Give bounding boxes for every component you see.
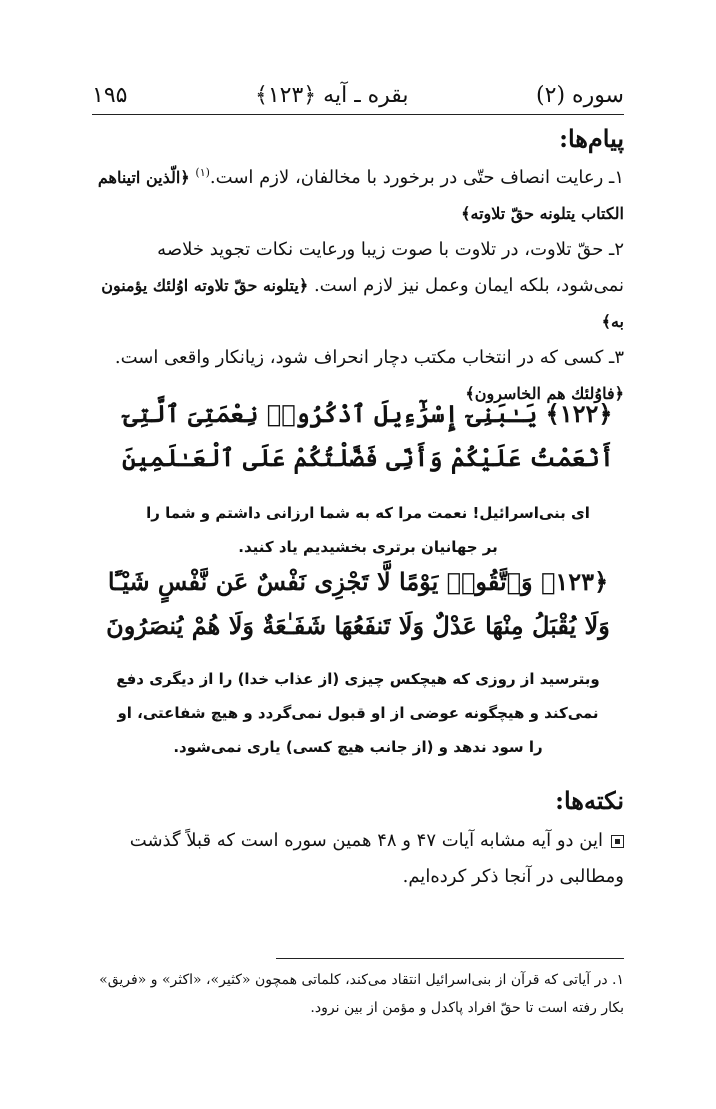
chapter-verse-label: بقره ـ آیه ﴿۱۲۳﴾ [254, 82, 409, 108]
footnote-divider [276, 958, 624, 959]
message-item-2: ۲ـ حقّ تلاوت، در تلاوت با صوت زیبا ورعایت نکات تجوید خلاصه نمی‌شود، بلکه ایمان وعمل نیز لازم است. ﴿یتلونه حقّ تلاوته اوُلئك یؤمنون به﴾ [101, 239, 624, 331]
message-item-3: ۳ـ کسی که در انتخاب مکتب دچار انحراف شود، زیانکار واقعی است. ﴿فاوُلئك هم الخاسرون﴾ [114, 347, 624, 403]
header-divider [92, 114, 624, 115]
footnote-text: ۱. در آیاتی که قرآن از بنی‌اسرائیل انتقاد می‌کند، کلماتی همچون «کثیر»، «اکثر» و «فریق» بکار رفته است تا حقّ افراد پاکدل و مؤمن از بین نرود. [99, 972, 624, 1016]
verse-122 [120, 392, 616, 564]
verse-123-translation: وبترسید از روزی که هیچکس چیزی (از عذاب خدا) را از دیگری دفع نمی‌کند و هیچگونه عوضی از او قبول نمی‌گردد و هیچ شفاعتی، او را سود ندهد و (از جانب هیچ کسی) یاری نمی‌شود. [116, 670, 600, 756]
points-section [92, 786, 624, 895]
message-item-1: ۱ـ رعایت انصاف حتّی در برخورد با مخالفان، لازم است.$^{(۱)}$ ﴿الّذین اتیناهم الکتاب یتلونه حقّ تلاوته﴾ [97, 166, 624, 223]
page-number: ۱۹۵ [92, 82, 128, 108]
surah-label: سوره (۲) [536, 82, 624, 108]
footnote-section [92, 966, 624, 1022]
messages-heading: پیام‌ها: [559, 124, 624, 153]
points-heading: نکته‌ها: [555, 786, 624, 815]
square-bullet-icon [611, 835, 624, 848]
messages-section [92, 124, 624, 412]
points-item: این دو آیه مشابه آیات ۴۷ و ۴۸ همین سوره است که قبلاً گذشت ومطالبی در آنجا ذکر کرده‌ایم. [129, 830, 624, 887]
page-header [92, 78, 624, 112]
verse-123 [96, 560, 620, 764]
verse-122-translation: ای بنی‌اسرائیل! نعمت مرا که به شما ارزانی داشتم و شما را بر جهانیان برتری بخشیدیم یاد کنید. [146, 504, 590, 556]
verse-123-arabic: ﴿۱۲۳﴾ وَٱتَّقُوا۟ يَوْمًا لَّا تَجْزِى نَفْسٌ عَن نَّفْسٍ شَيْـًٔا وَلَا يُقْبَلُ مِنْهَا عَدْلٌ وَلَا تَنفَعُهَا شَفَـٰعَةٌ وَلَا هُمْ يُنصَرُونَ [106, 567, 610, 640]
verse-122-arabic: ﴿۱۲۲﴾ يَـٰبَنِىٓ إِسْرَٰٓءِيلَ ٱذْكُرُوا۟ نِعْمَتِىَ ٱلَّتِىٓ أَنْعَمْتُ عَلَيْكُمْ وَأَنِّى فَضَّلْتُكُمْ عَلَى ٱلْعَـٰلَمِينَ [122, 399, 614, 472]
